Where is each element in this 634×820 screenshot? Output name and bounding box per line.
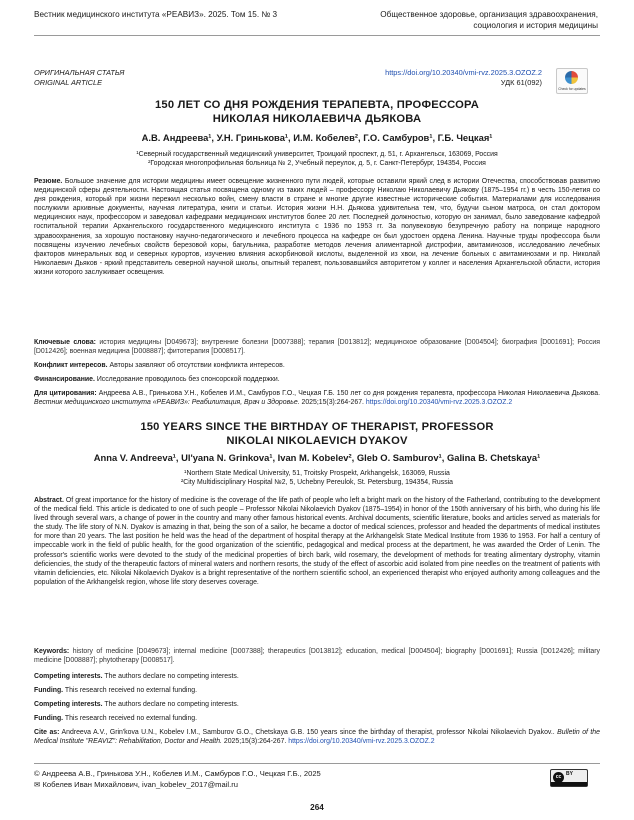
citation-en: [34, 728, 600, 746]
page-number: 264: [310, 803, 324, 812]
funding-en-2-label: Funding.: [34, 715, 64, 722]
funding-ru-label: Финансирование.: [34, 376, 95, 383]
affiliation-en-2: ²City Multidisciplinary Hospital №2, 5, Uchebny Pereulok, St. Petersburg, 194354, Russia: [180, 479, 454, 486]
funding-ru: [34, 375, 600, 384]
abstract-ru-label: Резюме.: [34, 178, 63, 185]
funding-en-1-label: Funding.: [34, 687, 64, 694]
title-ru: [34, 98, 600, 126]
article-type: [34, 68, 124, 87]
competing-en-1-text: The authors declare no competing interests.: [104, 673, 239, 680]
crossmark-icon: [565, 71, 578, 84]
abstract-en-text: Of great importance for the history of medicine is the coverage of the life path of people who left a bright mark on the history of the Fatherland, contributing to the development of the medical field. This article is dedicated to one of such people – Professor Nikolai Nikolaevich Dyakov (1875–1954) in honor of the 150th anniversary of his birth, who during his life lived through several wars, a change of power in the country and many other famous historical events. Archival documents, scientific literature, books and articles served as materials for the study. The life story of N.N. Dyakov is amazing in that, being the son of a sailor, he became a doctor of medical sciences, professor and headed the departments of medical institutes for more than 20 years. The last position he held was the head of the department of hospital therapy at the Arkhangelsk State Medical Institute from 1936 to 1953. For half a century of impeccable work in the field of public health, for the good organization of the scientific, pedagogical and medical process at the department, he was awarded the Order of Lenin. The professor's scientific works were devoted to the study of the medicinal properties of birch bark, wild rosemary, the development of methods for treating alimentary dystrophy, vitamin deficiencies, the study of the therapeutic factors of mineral waters and northern resorts, the study of the effect of ascorbic acid isolated from pine needles on the treatment of patients with vitamin deficiencies, etc. Nikolai Nikolaevich Dyakov is a bright representative of the northern scientific school, an experienced therapist who enjoyed authority among colleagues and the population of the Arkhangelsk region, whose life story deserves coverage.: [34, 497, 600, 586]
affiliations-ru: [34, 150, 600, 168]
article-type-ru: ОРИГИНАЛЬНАЯ СТАТЬЯ: [34, 68, 125, 77]
affiliations-en: [34, 469, 600, 487]
header-divider: [34, 35, 600, 36]
section-line-1: Общественное здоровье, организация здравоохранения,: [380, 10, 598, 19]
cite-en-tail: 2025;15(3):264-267.: [223, 738, 287, 746]
doi-link[interactable]: https://doi.org/10.20340/vmi-rvz.2025.3.OZOZ.2: [385, 68, 542, 77]
funding-en-2-text: This research received no external funding.: [64, 715, 198, 722]
contact-text: ✉ Кобелев Иван Михайлович, ivan_kobelev_2017@mail.ru: [34, 779, 238, 789]
abstract-ru: [34, 177, 600, 277]
license-label: BY: [566, 771, 573, 777]
udk-code: УДК 61(092): [500, 78, 542, 87]
cite-en-journal: Bulletin of the Medical Institute "REAVIZ": Rehabilitation, Doctor and Health.: [34, 729, 600, 746]
title-en-line-2: NIKOLAI NIKOLAEVICH DYAKOV: [226, 435, 408, 447]
affiliation-en-1: ¹Northern State Medical University, 51, Troitsky Prospekt, Arkhangelsk, 163069, Russia: [184, 470, 450, 477]
crossmark-badge[interactable]: [556, 68, 588, 94]
authors-en: Anna V. Andreeva¹, Ul'yana N. Grinkova¹, Ivan M. Kobelev², Gleb O. Samburov¹, Galina B. Chetskaya¹: [93, 452, 541, 463]
keywords-ru: [34, 338, 600, 356]
funding-en-2: [34, 714, 600, 723]
copyright-block: [34, 769, 321, 790]
cite-en-main: Andreeva A.V., Grin'kova U.N., Kobelev I.M., Samburov G.O., Chetskaya G.B. 150 years since the birthday of therapist, professor Nikolai Nikolaevich Dyakov..: [61, 729, 555, 736]
competing-en-2: [34, 700, 600, 709]
cite-en-label: Cite as:: [34, 729, 60, 736]
keywords-ru-label: Ключевые слова:: [34, 339, 96, 346]
citation-ru: [34, 389, 600, 407]
funding-ru-text: Исследование проводилось без спонсорской поддержки.: [96, 376, 280, 383]
crossmark-label: Check for updates: [558, 87, 586, 92]
keywords-en-label: Keywords:: [34, 648, 70, 655]
cite-ru-tail: 2025;15(3):264-267.: [301, 399, 364, 407]
keywords-en-text: history of medicine [D049673]; internal medicine [D007388]; therapeutics [D013812]; education, medical [D004504]; biography [D001691]; Russia [D012426]; military medicine [D008887]; phytotherapy [D008517].: [34, 648, 600, 665]
abstract-en-label: Abstract.: [34, 497, 64, 504]
funding-en-1: [34, 686, 600, 695]
competing-en-1: [34, 672, 600, 681]
abstract-ru-text: Большое значение для истории медицины имеет освещение жизненного пути людей, которые оставили яркий след в истории Отечества, способствовав развитию медицинской сферы деятельности. Настоящая статья посвящена одному из таких людей – профессору Николаю Николаевичу Дьякову (1875–1954 гг.) в честь 150-летия со дня рождения, который при жизни пережил несколько войн, смену власти в стране и многие другие известные исторические события. Материалами для исследования послужили архивные документы, научная литература, книги и статьи. История жизни Н.Н. Дьякова удивительна тем, что, будучи сыном матроса, он стал доктором медицинских наук, профессором и заведовал кафедрами медицинских институтов более 20 лет. Последней должностью, которую он занимал, было заведование кафедрой госпитальной терапии Архангельского государственного медицинского института с 1936 по 1953 гг. За полувековую безупречную работу на поприще народного здравоохранения, за хорошую постановку научно-педагогического и лечебного процесса на кафедре он был удостоен ордена Ленина. Научные труды профессора были посвящены изучению лечебных свойств березовой коры, багульника, разработке методов лечения алиментарной дистрофии, авитаминозов, исследованию лечебных факторов минеральных вод и северных курортов, изучению влияния аскорбиновой кислоты, выделенной из хвои, на лечение больных с авитаминозами и пр. Николай Николаевич Дьяков - яркий представитель северной научной школы, опытный терапевт, пользовавшийся авторитетом у коллег и населения Архангельской области, история жизни которого заслуживает освещения.: [34, 178, 600, 276]
competing-en-1-label: Competing interests.: [34, 673, 103, 680]
cite-en-doi-link[interactable]: https://doi.org/10.20340/vmi-rvz.2025.3.OZOZ.2: [288, 738, 435, 746]
funding-en-1-text: This research received no external funding.: [64, 687, 198, 694]
competing-en-2-label: Competing interests.: [34, 701, 103, 708]
article-type-en: ORIGINAL ARTICLE: [34, 77, 103, 87]
conflict-ru: [34, 361, 600, 370]
affiliation-ru-2: ²Городская многопрофильная больница № 2, Учебный переулок, д. 5, г. Санкт-Петербург, 194354, Россия: [148, 160, 486, 167]
license-bar: [551, 782, 587, 786]
footer-divider: [34, 763, 600, 764]
conflict-ru-text: Авторы заявляют об отсутствии конфликта интересов.: [109, 362, 285, 369]
title-ru-line-2: НИКОЛАЯ НИКОЛАЕВИЧА ДЬЯКОВА: [212, 113, 422, 125]
cite-ru-label: Для цитирования:: [34, 390, 97, 397]
cc-license-badge[interactable]: [550, 769, 588, 787]
cite-ru-journal: Вестник медицинского института «РЕАВИЗ»: Реабилитация, Врач и Здоровье.: [34, 399, 300, 407]
abstract-en: [34, 496, 600, 587]
title-en: [34, 420, 600, 448]
section-line-2: социология и история медицины: [473, 20, 598, 30]
cc-icon: cc: [553, 772, 564, 783]
keywords-en: [34, 647, 600, 665]
title-en-line-1: 150 YEARS SINCE THE BIRTHDAY OF THERAPIST, PROFESSOR: [140, 421, 494, 433]
cite-ru-main: Андреева А.В., Гринькова У.Н., Кобелев И.М., Самбуров Г.О., Чецкая Г.Б. 150 лет со дня рождения терапевта, профессора Николая Николаевича Дьякова.: [98, 390, 600, 397]
conflict-ru-label: Конфликт интересов.: [34, 362, 108, 369]
competing-en-2-text: The authors declare no competing interests.: [104, 701, 239, 708]
cite-ru-doi-link[interactable]: https://doi.org/10.20340/vmi-rvz.2025.3.OZOZ.2: [365, 399, 513, 407]
section-header: [380, 10, 598, 31]
copyright-text: © Андреева А.В., Гринькова У.Н., Кобелев И.М., Самбуров Г.О., Чецкая Г.Б., 2025: [34, 769, 321, 778]
title-ru-line-1: 150 ЛЕТ СО ДНЯ РОЖДЕНИЯ ТЕРАПЕВТА, ПРОФЕССОРА: [154, 99, 479, 111]
journal-header: Вестник медицинского института «РЕАВИЗ». 2025. Том 15. № 3: [34, 10, 278, 19]
authors-ru: А.В. Андреева¹, У.Н. Гринькова¹, И.М. Кобелев², Г.О. Самбуров¹, Г.Б. Чецкая¹: [141, 132, 493, 143]
keywords-ru-text: история медицины [D049673]; внутренние болезни [D007388]; терапия [D013812]; медицинское образование [D004504]; биография [D001691]; Россия [D012426]; военная медицина [D008887]; фитотерапия [D008517].: [34, 339, 600, 356]
affiliation-ru-1: ¹Северный государственный медицинский университет, Троицкий проспект, д. 51, г. Архангельск, 163069, Россия: [136, 151, 498, 158]
